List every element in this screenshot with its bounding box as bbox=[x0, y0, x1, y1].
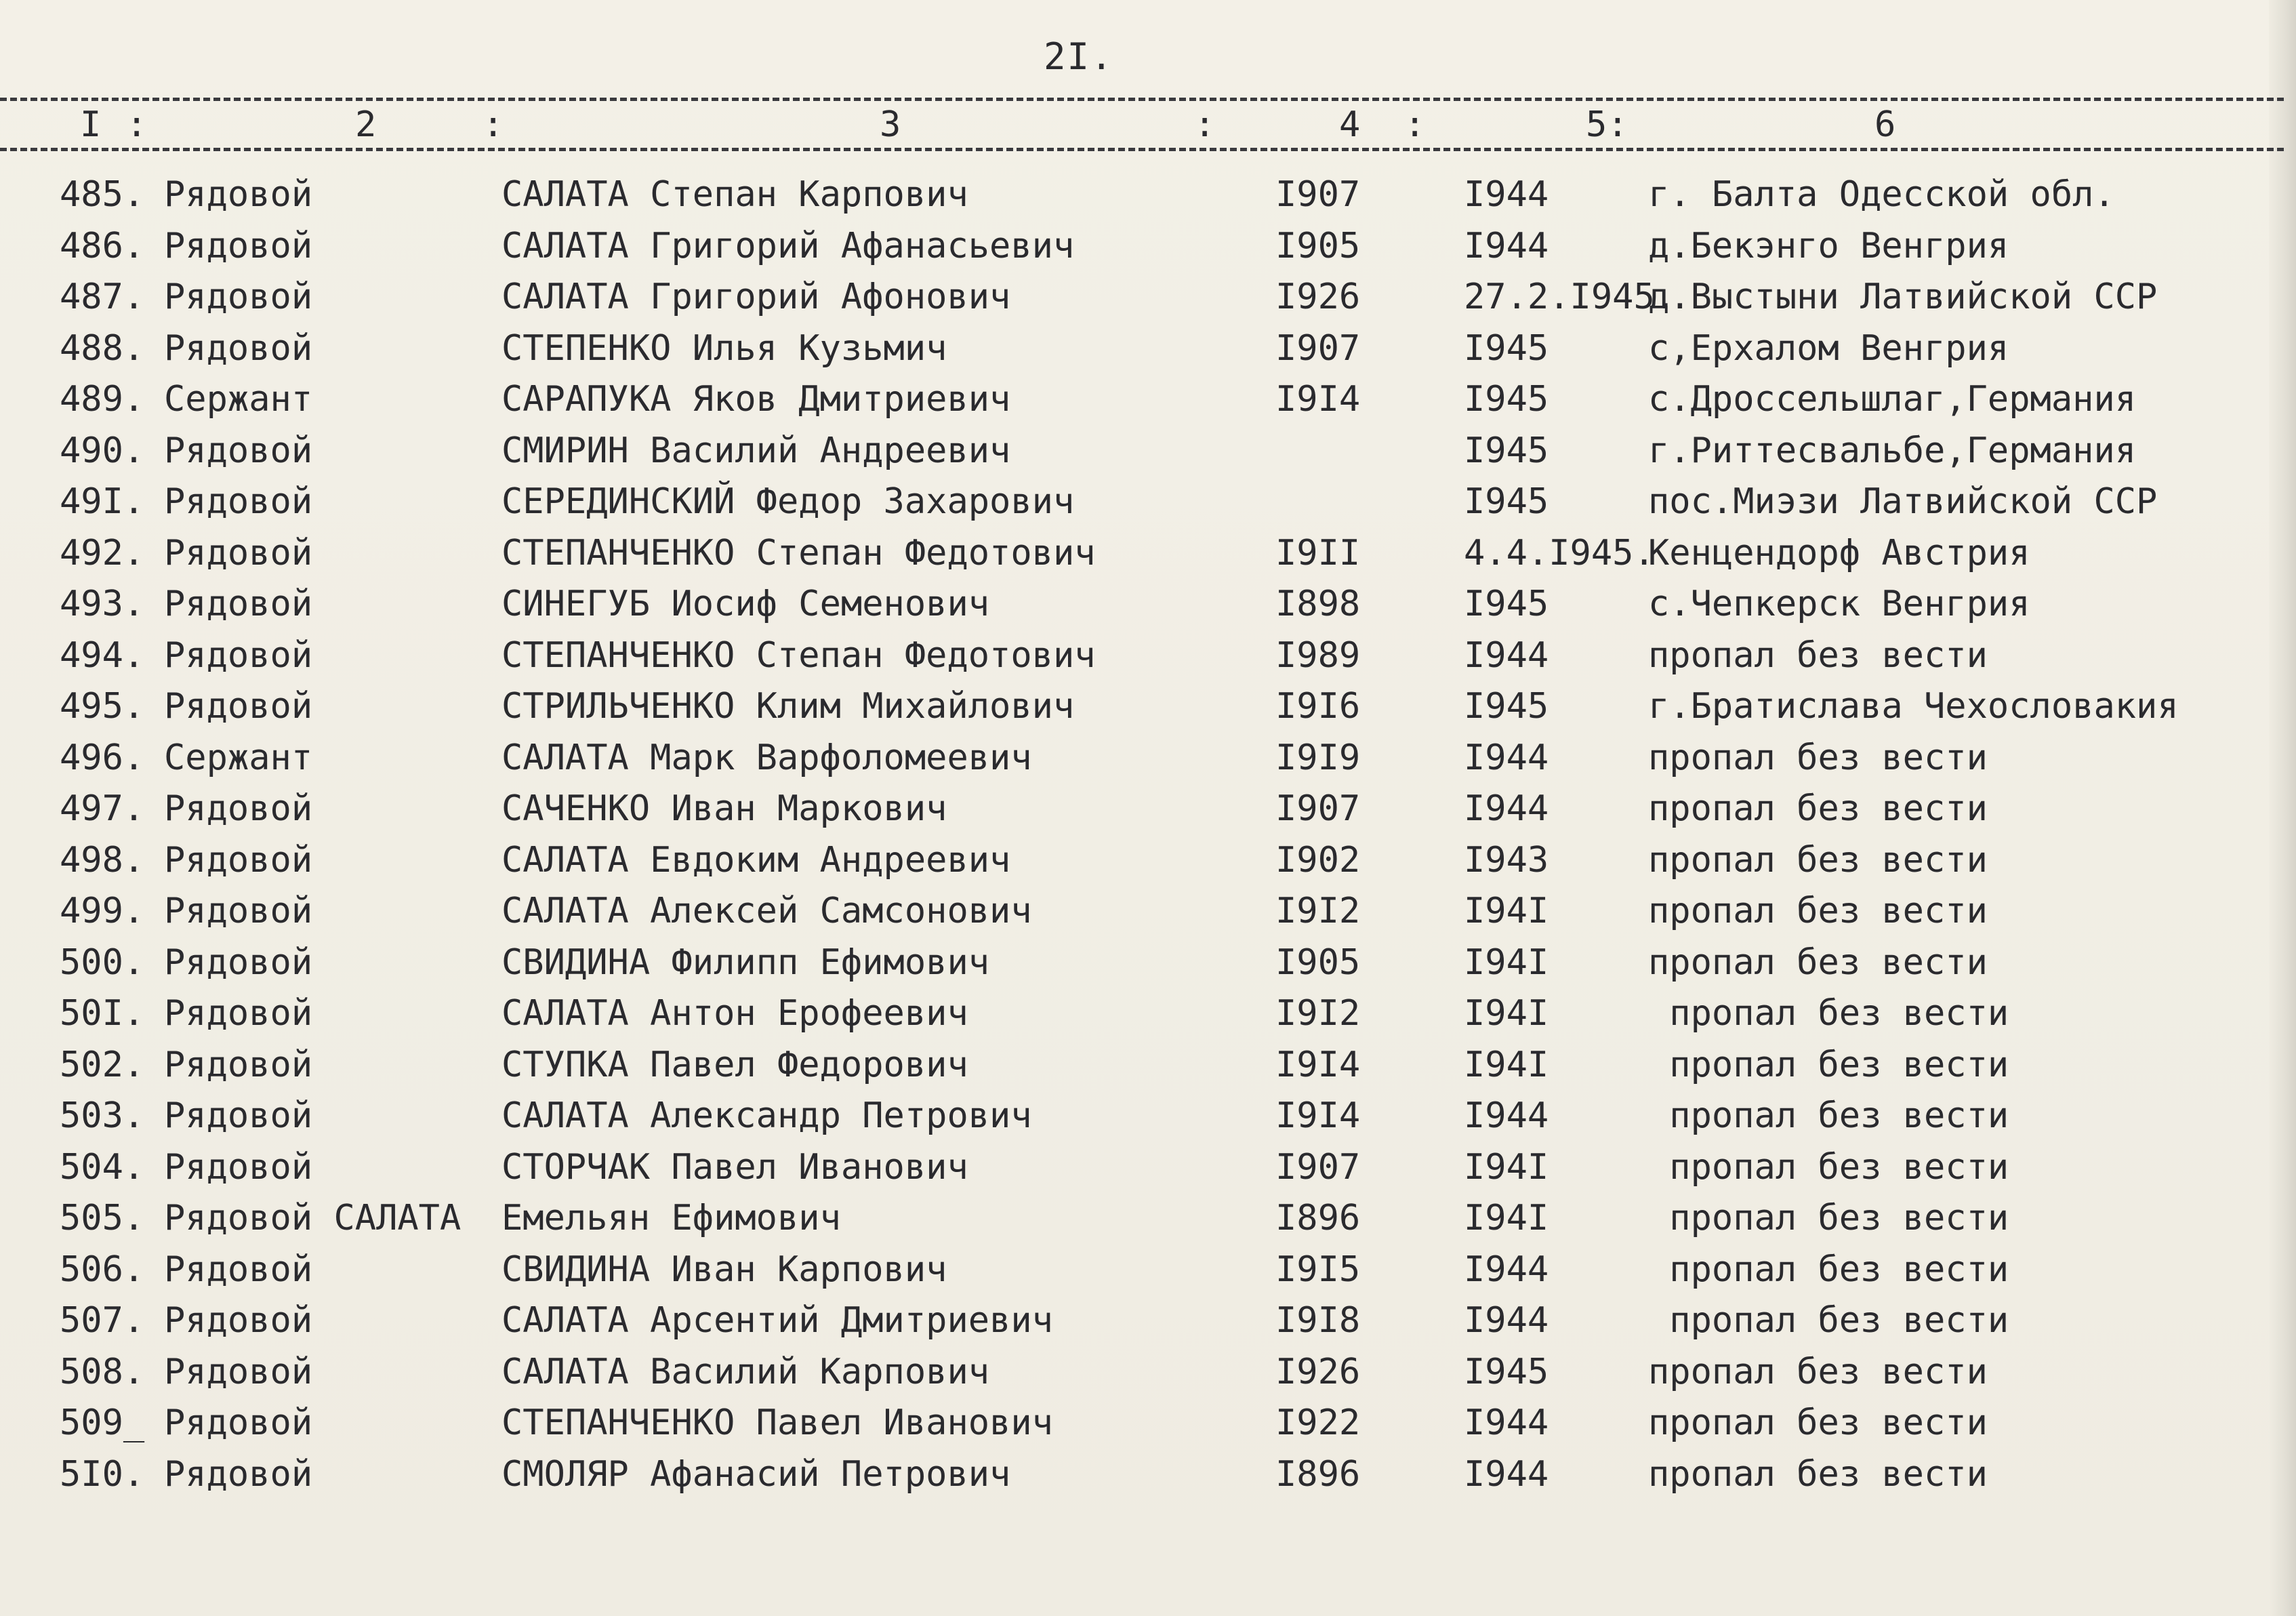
col-header-3: 3 bbox=[880, 104, 901, 145]
row-number: 495. bbox=[60, 686, 145, 727]
place-of-death: пропал без вести bbox=[1648, 1351, 1988, 1392]
death-year: I94I bbox=[1464, 942, 1549, 983]
table-row bbox=[0, 1092, 2263, 1139]
place-of-death: г.Риттесвальбе,Германия bbox=[1648, 430, 2137, 471]
rank: Рядовой bbox=[164, 891, 313, 931]
death-year: 27.2.I945. bbox=[1464, 277, 1677, 317]
page-number: 2I. bbox=[1044, 35, 1114, 78]
col-header-sep-3: : bbox=[1194, 104, 1216, 145]
full-name: СМИРИН Василий Андреевич bbox=[501, 430, 1011, 471]
col-header-6: 6 bbox=[1874, 104, 1896, 145]
place-of-death: Кенцендорф Австрия bbox=[1648, 532, 2030, 573]
place-of-death: пропал без вести bbox=[1648, 1300, 2009, 1341]
row-number: 504. bbox=[60, 1146, 145, 1188]
birth-year: I926 bbox=[1275, 1351, 1361, 1392]
rank: Рядовой bbox=[164, 1300, 313, 1341]
death-year: I943 bbox=[1464, 839, 1549, 881]
table-row bbox=[0, 836, 2263, 884]
birth-year: I896 bbox=[1275, 1198, 1361, 1238]
table-row bbox=[0, 222, 2263, 270]
row-number: 502. bbox=[60, 1044, 145, 1085]
death-year: I944 bbox=[1464, 1300, 1549, 1341]
full-name: САЛАТА Григорий Афонович bbox=[501, 277, 1011, 317]
birth-year: I9I2 bbox=[1275, 891, 1361, 931]
table-row bbox=[0, 1246, 2263, 1293]
rank: Рядовой bbox=[164, 584, 313, 624]
death-year: I94I bbox=[1464, 993, 1549, 1034]
page-edge-shadow bbox=[2269, 0, 2296, 1616]
death-year: I94I bbox=[1464, 1198, 1549, 1238]
col-header-sep-2: : bbox=[483, 104, 504, 145]
birth-year: I907 bbox=[1275, 174, 1361, 215]
full-name: СИНЕГУБ Иосиф Семенович bbox=[501, 584, 990, 624]
rank: Рядовой bbox=[164, 839, 313, 881]
row-number: 49I. bbox=[60, 481, 145, 522]
death-year: I945 bbox=[1464, 379, 1549, 420]
col-header-5: 5: bbox=[1586, 104, 1628, 145]
table-row bbox=[0, 990, 2263, 1037]
death-year: I944 bbox=[1464, 737, 1549, 778]
full-name: САЛАТА Григорий Афанасьевич bbox=[501, 225, 1075, 266]
table-row bbox=[0, 273, 2263, 321]
birth-year: I922 bbox=[1275, 1402, 1361, 1443]
table-row bbox=[0, 1399, 2263, 1447]
row-number: 5I0. bbox=[60, 1453, 145, 1495]
row-number: 500. bbox=[60, 942, 145, 983]
birth-year: I896 bbox=[1275, 1453, 1361, 1495]
full-name: САЛАТА Марк Варфоломеевич bbox=[501, 737, 1032, 778]
row-number: 489. bbox=[60, 379, 145, 420]
rank: Рядовой bbox=[164, 174, 313, 215]
row-number: 490. bbox=[60, 430, 145, 471]
table-row bbox=[0, 785, 2263, 832]
place-of-death: пропал без вести bbox=[1648, 942, 1988, 983]
rank: Рядовой bbox=[164, 686, 313, 727]
full-name: Емельян Ефимович bbox=[501, 1198, 841, 1238]
death-year: I944 bbox=[1464, 1453, 1549, 1495]
full-name: САЛАТА Александр Петрович bbox=[501, 1095, 1032, 1136]
row-number: 498. bbox=[60, 839, 145, 881]
place-of-death: пропал без вести bbox=[1648, 1044, 2009, 1085]
rank: Рядовой bbox=[164, 993, 313, 1034]
full-name: САЛАТА Алексей Самсонович bbox=[501, 891, 1032, 931]
full-name: САЛАТА Арсентий Дмитриевич bbox=[501, 1300, 1053, 1341]
birth-year: I898 bbox=[1275, 584, 1361, 624]
rank: Рядовой bbox=[164, 1095, 313, 1136]
full-name: СВИДИНА Иван Карпович bbox=[501, 1249, 947, 1290]
row-number: 508. bbox=[60, 1351, 145, 1392]
place-of-death: пропал без вести bbox=[1648, 1198, 2009, 1238]
death-year: 4.4.I945. bbox=[1464, 532, 1655, 573]
table-row bbox=[0, 325, 2263, 372]
row-number: 486. bbox=[60, 225, 145, 266]
birth-year: I9I9 bbox=[1275, 737, 1361, 778]
birth-year: I9I2 bbox=[1275, 993, 1361, 1034]
table-row bbox=[0, 171, 2263, 218]
table-row bbox=[0, 1041, 2263, 1089]
place-of-death: пропал без вести bbox=[1648, 891, 1988, 931]
rank: Рядовой САЛАТА bbox=[164, 1198, 462, 1238]
full-name: СТЕПЕНКО Илья Кузьмич bbox=[501, 327, 947, 369]
birth-year: I9I8 bbox=[1275, 1300, 1361, 1341]
table-row bbox=[0, 1194, 2263, 1242]
full-name: САЛАТА Антон Ерофеевич bbox=[501, 993, 968, 1034]
place-of-death: пропал без вести bbox=[1648, 1402, 1988, 1443]
rank: Рядовой bbox=[164, 327, 313, 369]
col-header-4: 4 bbox=[1339, 104, 1361, 145]
birth-year: I907 bbox=[1275, 1146, 1361, 1188]
full-name: СЕРЕДИНСКИЙ Федор Захарович bbox=[501, 481, 1075, 522]
row-number: 496. bbox=[60, 737, 145, 778]
rank: Рядовой bbox=[164, 1044, 313, 1085]
place-of-death: пропал без вести bbox=[1648, 788, 1988, 829]
full-name: СТУПКА Павел Федорович bbox=[501, 1044, 968, 1085]
place-of-death: с.Чепкерск Венгрия bbox=[1648, 584, 2030, 624]
place-of-death: пропал без вести bbox=[1648, 839, 1988, 881]
col-header-2: 2 bbox=[355, 104, 377, 145]
death-year: I944 bbox=[1464, 788, 1549, 829]
table-row bbox=[0, 632, 2263, 679]
table-row bbox=[0, 1297, 2263, 1344]
full-name: САРАПУКА Яков Дмитриевич bbox=[501, 379, 1011, 420]
rank: Рядовой bbox=[164, 481, 313, 522]
full-name: СВИДИНА Филипп Ефимович bbox=[501, 942, 990, 983]
row-number: 503. bbox=[60, 1095, 145, 1136]
place-of-death: пропал без вести bbox=[1648, 737, 1988, 778]
place-of-death: пропал без вести bbox=[1648, 1453, 1988, 1495]
death-year: I945 bbox=[1464, 327, 1549, 369]
place-of-death: пос.Миэзи Латвийской ССР bbox=[1648, 481, 2158, 522]
col-header-sep-1: : bbox=[126, 104, 148, 145]
col-header-1: I bbox=[80, 104, 102, 145]
table-row bbox=[0, 427, 2263, 474]
rank: Рядовой bbox=[164, 1146, 313, 1188]
death-year: I94I bbox=[1464, 1146, 1549, 1188]
death-year: I945 bbox=[1464, 430, 1549, 471]
table-row bbox=[0, 478, 2263, 525]
birth-year: I989 bbox=[1275, 634, 1361, 676]
place-of-death: г. Балта Одесской обл. bbox=[1648, 174, 2115, 215]
birth-year: I907 bbox=[1275, 788, 1361, 829]
full-name: САЧЕНКО Иван Маркович bbox=[501, 788, 947, 829]
table-row bbox=[0, 734, 2263, 782]
rank: Рядовой bbox=[164, 225, 313, 266]
table-row bbox=[0, 1348, 2263, 1396]
birth-year: I9I4 bbox=[1275, 1095, 1361, 1136]
birth-year: I9I4 bbox=[1275, 1044, 1361, 1085]
death-year: I944 bbox=[1464, 174, 1549, 215]
row-number: 485. bbox=[60, 174, 145, 215]
birth-year: I9I4 bbox=[1275, 379, 1361, 420]
row-number: 494. bbox=[60, 634, 145, 676]
place-of-death: пропал без вести bbox=[1648, 1095, 2009, 1136]
table-row bbox=[0, 529, 2263, 577]
full-name: СТРИЛЬЧЕНКО Клим Михайлович bbox=[501, 686, 1075, 727]
row-number: 506. bbox=[60, 1249, 145, 1290]
death-year: I945 bbox=[1464, 686, 1549, 727]
row-number: 492. bbox=[60, 532, 145, 573]
rank: Рядовой bbox=[164, 942, 313, 983]
place-of-death: пропал без вести bbox=[1648, 1249, 2009, 1290]
full-name: САЛАТА Василий Карпович bbox=[501, 1351, 990, 1392]
place-of-death: г.Братислава Чехословакия bbox=[1648, 686, 2179, 727]
full-name: СТЕПАНЧЕНКО Павел Иванович bbox=[501, 1402, 1053, 1443]
table-row bbox=[0, 683, 2263, 730]
row-number: 488. bbox=[60, 327, 145, 369]
death-year: I944 bbox=[1464, 634, 1549, 676]
full-name: СТОРЧАК Павел Иванович bbox=[501, 1146, 968, 1188]
full-name: СМОЛЯР Афанасий Петрович bbox=[501, 1453, 1011, 1495]
death-year: I945 bbox=[1464, 1351, 1549, 1392]
death-year: I945 bbox=[1464, 584, 1549, 624]
full-name: САЛАТА Евдоким Андреевич bbox=[501, 839, 1011, 881]
death-year: I945 bbox=[1464, 481, 1549, 522]
table-row bbox=[0, 376, 2263, 423]
row-number: 497. bbox=[60, 788, 145, 829]
rank: Рядовой bbox=[164, 634, 313, 676]
full-name: СТЕПАНЧЕНКО Степан Федотович bbox=[501, 532, 1096, 573]
row-number: 493. bbox=[60, 584, 145, 624]
death-year: I94I bbox=[1464, 1044, 1549, 1085]
place-of-death: с,Ерхалом Венгрия bbox=[1648, 327, 2009, 369]
birth-year: I905 bbox=[1275, 225, 1361, 266]
place-of-death: с.Дроссельшлаг,Германия bbox=[1648, 379, 2137, 420]
rank: Рядовой bbox=[164, 1351, 313, 1392]
death-year: I944 bbox=[1464, 1249, 1549, 1290]
row-number: 507. bbox=[60, 1300, 145, 1341]
row-number: 487. bbox=[60, 277, 145, 317]
table-row bbox=[0, 1451, 2263, 1498]
birth-year: I9I6 bbox=[1275, 686, 1361, 727]
rank: Рядовой bbox=[164, 532, 313, 573]
place-of-death: пропал без вести bbox=[1648, 993, 2009, 1034]
table-row bbox=[0, 939, 2263, 986]
full-name: СТЕПАНЧЕНКО Степан Федотович bbox=[501, 634, 1096, 676]
table-row bbox=[0, 1144, 2263, 1191]
header-top-rule bbox=[0, 98, 2284, 101]
header-bottom-rule bbox=[0, 148, 2284, 151]
birth-year: I9I5 bbox=[1275, 1249, 1361, 1290]
birth-year: I926 bbox=[1275, 277, 1361, 317]
place-of-death: д.Выстыни Латвийской ССР bbox=[1648, 277, 2158, 317]
death-year: I944 bbox=[1464, 225, 1549, 266]
rank: Сержант bbox=[164, 737, 313, 778]
row-number: 505. bbox=[60, 1198, 145, 1238]
death-year: I944 bbox=[1464, 1402, 1549, 1443]
rank: Сержант bbox=[164, 379, 313, 420]
rank: Рядовой bbox=[164, 1249, 313, 1290]
birth-year: I902 bbox=[1275, 839, 1361, 881]
death-year: I94I bbox=[1464, 891, 1549, 931]
birth-year: I907 bbox=[1275, 327, 1361, 369]
birth-year: I9II bbox=[1275, 532, 1361, 573]
place-of-death: пропал без вести bbox=[1648, 634, 1988, 676]
row-number: 50I. bbox=[60, 993, 145, 1034]
col-header-sep-4: : bbox=[1404, 104, 1426, 145]
birth-year: I905 bbox=[1275, 942, 1361, 983]
table-row bbox=[0, 580, 2263, 628]
rank: Рядовой bbox=[164, 788, 313, 829]
row-number: 509_ bbox=[60, 1402, 145, 1443]
rank: Рядовой bbox=[164, 1453, 313, 1495]
death-year: I944 bbox=[1464, 1095, 1549, 1136]
row-number: 499. bbox=[60, 891, 145, 931]
place-of-death: пропал без вести bbox=[1648, 1146, 2009, 1188]
place-of-death: д.Бекэнго Венгрия bbox=[1648, 225, 2009, 266]
rank: Рядовой bbox=[164, 1402, 313, 1443]
rank: Рядовой bbox=[164, 277, 313, 317]
rank: Рядовой bbox=[164, 430, 313, 471]
full-name: САЛАТА Степан Карпович bbox=[501, 174, 968, 215]
table-row bbox=[0, 887, 2263, 935]
